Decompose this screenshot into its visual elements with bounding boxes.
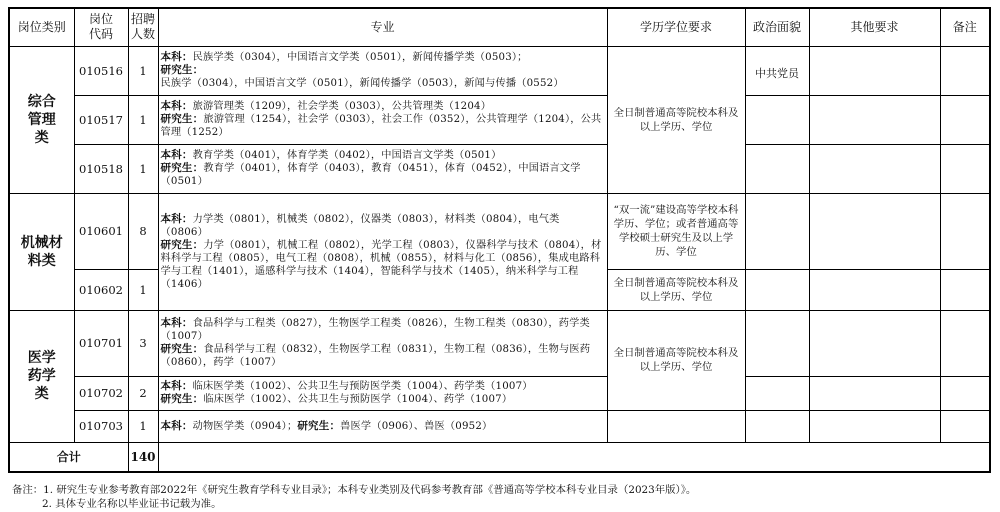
major-cell: 本科：力学类（0801），机械类（0802），仪器类（0803），材料类（0804），电气类（0806） 研究生：力学（0801），机械工程（0802），光学工程（0803），仪器科学与技术（0804），材料科学与工程（0805），电气工程（0808），机械（0855），材料与化工（0856），集成电路科学与工程（1401），遥感科学与技术（1404），智能科学与技术（1405），纳米科学与工程（1406）: [158, 193, 607, 310]
other-cell: [809, 376, 940, 410]
remarks-cell: [940, 410, 990, 442]
position-code: 010703: [74, 410, 128, 442]
other-cell: [809, 95, 940, 144]
major-cell: 本科：教育学类（0401），体育学类（0402），中国语言文学类（0501） 研究生：教育学（0401），体育学（0403），教育（0451），体育（0452），中国语言文学（0501）: [158, 144, 607, 193]
header-category: 岗位类别: [9, 8, 74, 46]
position-count: 1: [128, 410, 158, 442]
header-row: [9, 8, 990, 46]
position-code: 010601: [74, 193, 128, 269]
remarks-cell: [940, 310, 990, 376]
table-row: [9, 376, 990, 410]
education-cell: “双一流”建设高等学校本科学历、学位；或者普通高等学校硕士研究生及以上学历、学位: [607, 193, 745, 269]
total-label: 合计: [9, 442, 128, 472]
education-cell: 全日制普通高等院校本科及以上学历、学位: [607, 310, 745, 410]
education-cell: [607, 410, 745, 442]
footnote-1: 备注：1. 研究生专业参考教育部2022年《研究生教育学科专业目录》；本科专业类别及代码参考教育部《普通高等学校本科专业目录（2023年版）》。: [12, 484, 697, 496]
remarks-cell: [940, 269, 990, 310]
remarks-cell: [940, 144, 990, 193]
political-cell: [745, 144, 809, 193]
footnotes: [12, 483, 696, 511]
major-cell: 本科：动物医学类（0904）；研究生：兽医学（0906）、兽医（0952）: [158, 410, 607, 442]
remarks-cell: [940, 193, 990, 269]
position-count: 1: [128, 46, 158, 95]
other-cell: [809, 269, 940, 310]
other-cell: [809, 144, 940, 193]
position-code: 010702: [74, 376, 128, 410]
position-count: 1: [128, 269, 158, 310]
category-cell: 机械材料类: [9, 193, 74, 310]
political-cell: [745, 95, 809, 144]
total-value: 140: [128, 442, 158, 472]
recruitment-table: [8, 7, 991, 473]
header-code: 岗位代码: [74, 8, 128, 46]
position-count: 1: [128, 144, 158, 193]
header-political: 政治面貌: [745, 8, 809, 46]
footnote-2: 2. 具体专业名称以毕业证书记载为准。: [42, 498, 222, 510]
table-row: [9, 144, 990, 193]
category-cell: 医学药学类: [9, 310, 74, 442]
total-empty-cell: [158, 442, 990, 472]
table-row: [9, 193, 990, 269]
header-count: 招聘人数: [128, 8, 158, 46]
major-cell: 本科：食品科学与工程类（0827），生物医学工程类（0826），生物工程类（0830），药学类（1007） 研究生：食品科学与工程（0832），生物医学工程（0831），生物工程（0836），生物与医药（0860），药学（1007）: [158, 310, 607, 376]
major-cell: 本科：临床医学类（1002）、公共卫生与预防医学类（1004）、药学类（1007） 研究生：临床医学（1002）、公共卫生与预防医学（1004）、药学（1007）: [158, 376, 607, 410]
political-cell: [745, 269, 809, 310]
position-count: 2: [128, 376, 158, 410]
political-cell: [745, 410, 809, 442]
header-education: 学历学位要求: [607, 8, 745, 46]
education-cell: 全日制普通高等院校本科及以上学历、学位: [607, 46, 745, 193]
remarks-cell: [940, 46, 990, 95]
position-code: 010518: [74, 144, 128, 193]
remarks-cell: [940, 376, 990, 410]
table-row: [9, 410, 990, 442]
position-code: 010516: [74, 46, 128, 95]
position-code: 010602: [74, 269, 128, 310]
table-row: [9, 310, 990, 376]
political-cell: 中共党员: [745, 46, 809, 95]
political-cell: [745, 310, 809, 376]
table-row: [9, 95, 990, 144]
other-cell: [809, 310, 940, 376]
header-remarks: 备注: [940, 8, 990, 46]
category-cell: 综合管理类: [9, 46, 74, 193]
education-cell: 全日制普通高等院校本科及以上学历、学位: [607, 269, 745, 310]
major-cell: 本科：旅游管理类（1209），社会学类（0303），公共管理类（1204） 研究生：旅游管理（1254），社会学（0303），社会工作（0352），公共管理学（1204），公共管理（1252）: [158, 95, 607, 144]
position-code: 010701: [74, 310, 128, 376]
table-row: [9, 46, 990, 95]
total-row: [9, 442, 990, 472]
position-count: 1: [128, 95, 158, 144]
position-count: 3: [128, 310, 158, 376]
other-cell: [809, 193, 940, 269]
other-cell: [809, 46, 940, 95]
position-count: 8: [128, 193, 158, 269]
major-cell: 本科：民族学类（0304），中国语言文学类（0501），新闻传播学类（0503）； 研究生：民族学（0304），中国语言文学（0501），新闻传播学（0503），新闻与传播（0552）: [158, 46, 607, 95]
political-cell: [745, 376, 809, 410]
other-cell: [809, 410, 940, 442]
header-other: 其他要求: [809, 8, 940, 46]
political-cell: [745, 193, 809, 269]
header-major: 专业: [158, 8, 607, 46]
position-code: 010517: [74, 95, 128, 144]
remarks-cell: [940, 95, 990, 144]
